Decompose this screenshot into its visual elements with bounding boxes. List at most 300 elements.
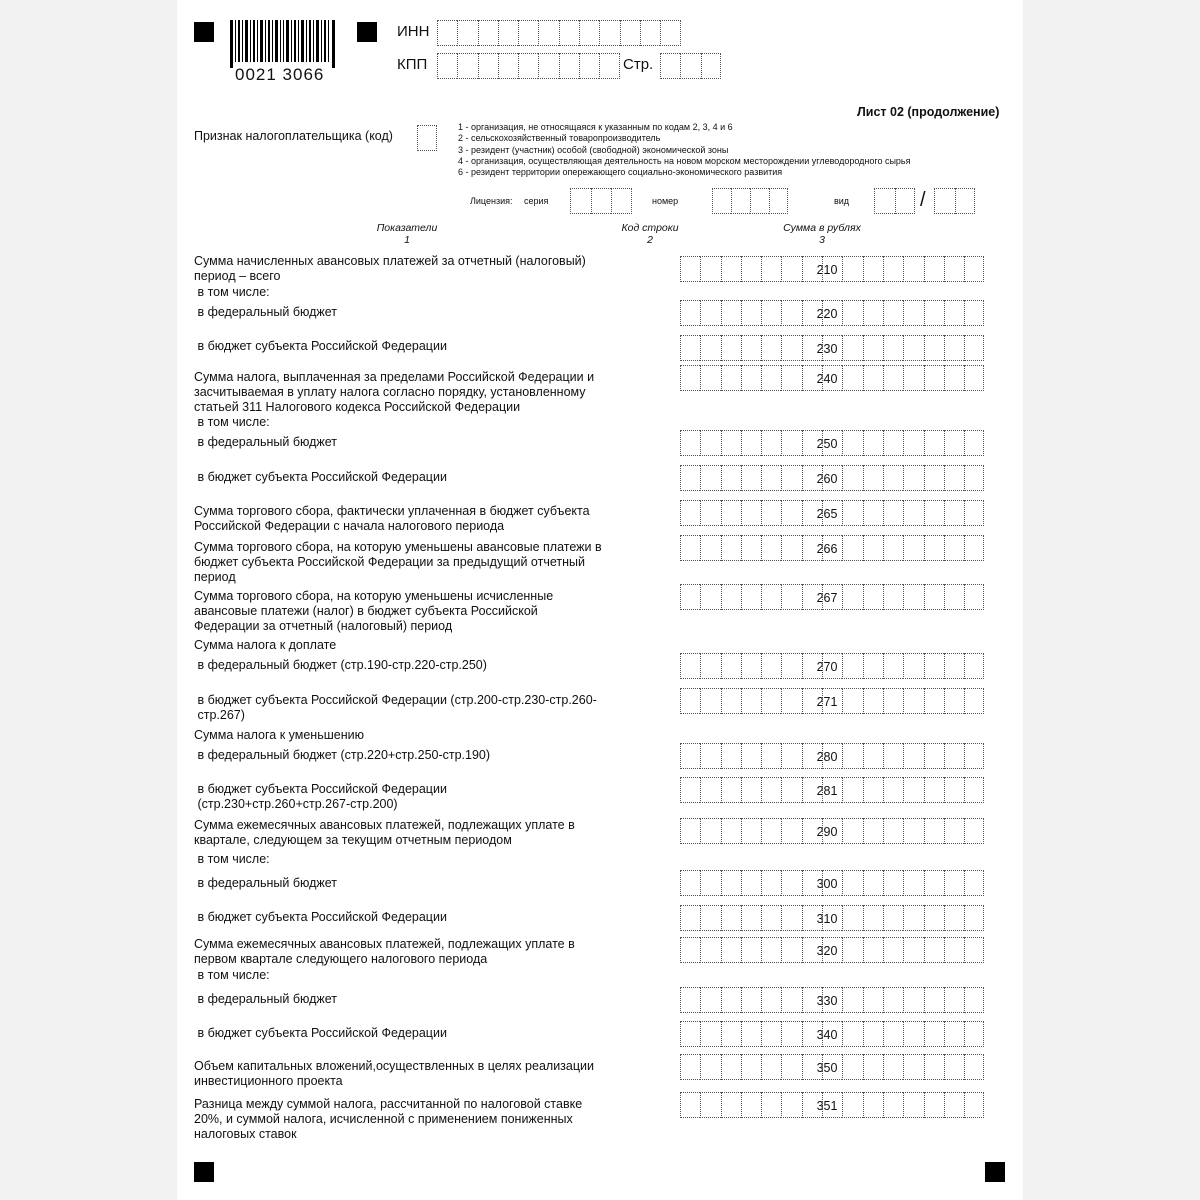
- input-cell[interactable]: [741, 987, 761, 1013]
- input-cell[interactable]: [741, 465, 761, 491]
- input-cell[interactable]: [924, 365, 944, 391]
- input-cell[interactable]: [863, 335, 883, 361]
- input-cell[interactable]: [721, 430, 741, 456]
- input-cell[interactable]: [822, 365, 842, 391]
- input-cell[interactable]: [903, 535, 923, 561]
- input-cell[interactable]: [842, 1021, 862, 1047]
- input-cell[interactable]: [903, 818, 923, 844]
- input-cell[interactable]: [863, 1054, 883, 1080]
- input-cell[interactable]: [761, 818, 781, 844]
- input-cell[interactable]: [700, 743, 720, 769]
- input-cell[interactable]: [700, 1092, 720, 1118]
- amount-field[interactable]: [680, 1021, 984, 1047]
- input-cell[interactable]: [680, 584, 700, 610]
- input-cell[interactable]: [842, 335, 862, 361]
- input-cell[interactable]: [883, 937, 903, 963]
- input-cell[interactable]: [944, 743, 964, 769]
- input-cell[interactable]: [761, 500, 781, 526]
- input-cell[interactable]: [842, 777, 862, 803]
- input-cell[interactable]: [924, 1021, 944, 1047]
- input-cell[interactable]: [944, 300, 964, 326]
- input-cell[interactable]: [883, 500, 903, 526]
- input-cell[interactable]: [895, 188, 916, 214]
- input-cell[interactable]: [680, 870, 700, 896]
- input-cell[interactable]: [964, 300, 984, 326]
- input-cell[interactable]: [741, 870, 761, 896]
- input-cell[interactable]: [863, 535, 883, 561]
- input-cell[interactable]: [781, 870, 801, 896]
- input-cell[interactable]: [964, 256, 984, 282]
- input-cell[interactable]: [721, 870, 741, 896]
- input-cell[interactable]: [559, 53, 579, 79]
- input-cell[interactable]: [822, 937, 842, 963]
- input-cell[interactable]: [924, 430, 944, 456]
- input-cell[interactable]: [924, 743, 944, 769]
- input-cell[interactable]: [457, 20, 477, 46]
- input-cell[interactable]: [761, 1021, 781, 1047]
- input-cell[interactable]: [903, 653, 923, 679]
- input-cell[interactable]: [741, 256, 761, 282]
- input-cell[interactable]: [721, 937, 741, 963]
- input-cell[interactable]: [924, 465, 944, 491]
- input-cell[interactable]: [883, 870, 903, 896]
- input-cell[interactable]: [761, 688, 781, 714]
- input-cell[interactable]: [680, 500, 700, 526]
- input-cell[interactable]: [417, 125, 437, 151]
- input-cell[interactable]: [883, 584, 903, 610]
- input-cell[interactable]: [802, 500, 822, 526]
- amount-field[interactable]: [680, 987, 984, 1013]
- input-cell[interactable]: [822, 688, 842, 714]
- input-cell[interactable]: [863, 430, 883, 456]
- input-cell[interactable]: [883, 818, 903, 844]
- input-cell[interactable]: [903, 1021, 923, 1047]
- input-cell[interactable]: [599, 53, 619, 79]
- input-cell[interactable]: [842, 905, 862, 931]
- amount-field[interactable]: [680, 937, 984, 963]
- input-cell[interactable]: [964, 335, 984, 361]
- input-cell[interactable]: [944, 1054, 964, 1080]
- input-cell[interactable]: [863, 365, 883, 391]
- input-cell[interactable]: [822, 335, 842, 361]
- input-cell[interactable]: [842, 535, 862, 561]
- input-cell[interactable]: [700, 500, 720, 526]
- input-cell[interactable]: [781, 256, 801, 282]
- input-cell[interactable]: [964, 1021, 984, 1047]
- input-cell[interactable]: [700, 1054, 720, 1080]
- input-cell[interactable]: [761, 335, 781, 361]
- input-cell[interactable]: [883, 430, 903, 456]
- input-cell[interactable]: [944, 653, 964, 679]
- input-cell[interactable]: [700, 1021, 720, 1047]
- input-cell[interactable]: [620, 20, 640, 46]
- amount-field[interactable]: [680, 365, 984, 391]
- amount-field[interactable]: [680, 653, 984, 679]
- input-cell[interactable]: [924, 905, 944, 931]
- input-cell[interactable]: [660, 20, 680, 46]
- input-cell[interactable]: [721, 300, 741, 326]
- input-cell[interactable]: [761, 584, 781, 610]
- input-cell[interactable]: [822, 465, 842, 491]
- input-cell[interactable]: [761, 743, 781, 769]
- amount-field[interactable]: [680, 335, 984, 361]
- input-cell[interactable]: [924, 535, 944, 561]
- input-cell[interactable]: [863, 818, 883, 844]
- input-cell[interactable]: [741, 777, 761, 803]
- input-cell[interactable]: [781, 500, 801, 526]
- input-cell[interactable]: [944, 777, 964, 803]
- amount-field[interactable]: [680, 743, 984, 769]
- input-cell[interactable]: [802, 465, 822, 491]
- input-cell[interactable]: [761, 1092, 781, 1118]
- input-cell[interactable]: [964, 535, 984, 561]
- input-cell[interactable]: [903, 743, 923, 769]
- input-cell[interactable]: [680, 1092, 700, 1118]
- input-cell[interactable]: [781, 1021, 801, 1047]
- input-cell[interactable]: [721, 535, 741, 561]
- input-cell[interactable]: [802, 987, 822, 1013]
- input-cell[interactable]: [883, 743, 903, 769]
- input-cell[interactable]: [721, 987, 741, 1013]
- input-cell[interactable]: [680, 937, 700, 963]
- input-cell[interactable]: [842, 365, 862, 391]
- input-cell[interactable]: [903, 937, 923, 963]
- taxpayer-sign-field[interactable]: [417, 125, 437, 151]
- input-cell[interactable]: [518, 53, 538, 79]
- input-cell[interactable]: [700, 365, 720, 391]
- input-cell[interactable]: [680, 335, 700, 361]
- input-cell[interactable]: [741, 818, 761, 844]
- input-cell[interactable]: [944, 1021, 964, 1047]
- input-cell[interactable]: [700, 430, 720, 456]
- input-cell[interactable]: [924, 688, 944, 714]
- input-cell[interactable]: [924, 335, 944, 361]
- input-cell[interactable]: [721, 653, 741, 679]
- amount-field[interactable]: [680, 818, 984, 844]
- input-cell[interactable]: [903, 300, 923, 326]
- input-cell[interactable]: [842, 870, 862, 896]
- input-cell[interactable]: [822, 818, 842, 844]
- input-cell[interactable]: [903, 1054, 923, 1080]
- input-cell[interactable]: [964, 500, 984, 526]
- input-cell[interactable]: [680, 818, 700, 844]
- input-cell[interactable]: [741, 937, 761, 963]
- input-cell[interactable]: [680, 777, 700, 803]
- input-cell[interactable]: [721, 584, 741, 610]
- input-cell[interactable]: [781, 365, 801, 391]
- input-cell[interactable]: [802, 653, 822, 679]
- input-cell[interactable]: [883, 365, 903, 391]
- input-cell[interactable]: [559, 20, 579, 46]
- input-cell[interactable]: [822, 1092, 842, 1118]
- input-cell[interactable]: [721, 688, 741, 714]
- input-cell[interactable]: [700, 535, 720, 561]
- input-cell[interactable]: [741, 500, 761, 526]
- input-cell[interactable]: [538, 20, 558, 46]
- input-cell[interactable]: [964, 743, 984, 769]
- input-cell[interactable]: [842, 500, 862, 526]
- input-cell[interactable]: [700, 777, 720, 803]
- input-cell[interactable]: [700, 256, 720, 282]
- input-cell[interactable]: [781, 300, 801, 326]
- input-cell[interactable]: [712, 188, 731, 214]
- input-cell[interactable]: [944, 430, 964, 456]
- input-cell[interactable]: [924, 1054, 944, 1080]
- input-cell[interactable]: [903, 256, 923, 282]
- input-cell[interactable]: [964, 430, 984, 456]
- input-cell[interactable]: [883, 256, 903, 282]
- inn-field[interactable]: [437, 20, 681, 46]
- amount-field[interactable]: [680, 1054, 984, 1080]
- input-cell[interactable]: [741, 365, 761, 391]
- input-cell[interactable]: [741, 430, 761, 456]
- input-cell[interactable]: [863, 500, 883, 526]
- input-cell[interactable]: [964, 1092, 984, 1118]
- input-cell[interactable]: [781, 430, 801, 456]
- input-cell[interactable]: [599, 20, 619, 46]
- input-cell[interactable]: [680, 365, 700, 391]
- input-cell[interactable]: [781, 1092, 801, 1118]
- input-cell[interactable]: [964, 653, 984, 679]
- input-cell[interactable]: [802, 1054, 822, 1080]
- input-cell[interactable]: [883, 1054, 903, 1080]
- input-cell[interactable]: [863, 1092, 883, 1118]
- input-cell[interactable]: [924, 653, 944, 679]
- input-cell[interactable]: [944, 365, 964, 391]
- input-cell[interactable]: [802, 1021, 822, 1047]
- input-cell[interactable]: [437, 20, 457, 46]
- input-cell[interactable]: [903, 688, 923, 714]
- amount-field[interactable]: [680, 905, 984, 931]
- input-cell[interactable]: [802, 688, 822, 714]
- input-cell[interactable]: [591, 188, 612, 214]
- input-cell[interactable]: [863, 905, 883, 931]
- input-cell[interactable]: [863, 743, 883, 769]
- input-cell[interactable]: [944, 937, 964, 963]
- input-cell[interactable]: [903, 500, 923, 526]
- input-cell[interactable]: [883, 300, 903, 326]
- input-cell[interactable]: [964, 1054, 984, 1080]
- input-cell[interactable]: [924, 818, 944, 844]
- input-cell[interactable]: [680, 256, 700, 282]
- input-cell[interactable]: [822, 743, 842, 769]
- input-cell[interactable]: [883, 535, 903, 561]
- input-cell[interactable]: [721, 1092, 741, 1118]
- input-cell[interactable]: [802, 818, 822, 844]
- input-cell[interactable]: [802, 535, 822, 561]
- input-cell[interactable]: [903, 777, 923, 803]
- input-cell[interactable]: [883, 987, 903, 1013]
- input-cell[interactable]: [802, 300, 822, 326]
- license-type-field-2[interactable]: [934, 188, 975, 214]
- input-cell[interactable]: [822, 256, 842, 282]
- input-cell[interactable]: [721, 1021, 741, 1047]
- input-cell[interactable]: [883, 465, 903, 491]
- input-cell[interactable]: [822, 1054, 842, 1080]
- amount-field[interactable]: [680, 535, 984, 561]
- input-cell[interactable]: [944, 500, 964, 526]
- input-cell[interactable]: [781, 653, 801, 679]
- amount-field[interactable]: [680, 430, 984, 456]
- input-cell[interactable]: [964, 465, 984, 491]
- input-cell[interactable]: [842, 584, 862, 610]
- input-cell[interactable]: [741, 1021, 761, 1047]
- input-cell[interactable]: [538, 53, 558, 79]
- input-cell[interactable]: [781, 818, 801, 844]
- input-cell[interactable]: [802, 905, 822, 931]
- input-cell[interactable]: [944, 818, 964, 844]
- input-cell[interactable]: [964, 584, 984, 610]
- input-cell[interactable]: [781, 743, 801, 769]
- input-cell[interactable]: [964, 987, 984, 1013]
- input-cell[interactable]: [700, 300, 720, 326]
- input-cell[interactable]: [700, 818, 720, 844]
- input-cell[interactable]: [721, 500, 741, 526]
- kpp-field[interactable]: [437, 53, 620, 79]
- input-cell[interactable]: [761, 937, 781, 963]
- input-cell[interactable]: [802, 365, 822, 391]
- input-cell[interactable]: [680, 653, 700, 679]
- input-cell[interactable]: [802, 937, 822, 963]
- input-cell[interactable]: [883, 653, 903, 679]
- input-cell[interactable]: [579, 20, 599, 46]
- input-cell[interactable]: [761, 430, 781, 456]
- input-cell[interactable]: [781, 905, 801, 931]
- input-cell[interactable]: [883, 335, 903, 361]
- input-cell[interactable]: [781, 937, 801, 963]
- input-cell[interactable]: [944, 256, 964, 282]
- input-cell[interactable]: [842, 1092, 862, 1118]
- input-cell[interactable]: [964, 777, 984, 803]
- input-cell[interactable]: [761, 905, 781, 931]
- input-cell[interactable]: [863, 465, 883, 491]
- input-cell[interactable]: [802, 335, 822, 361]
- input-cell[interactable]: [883, 1092, 903, 1118]
- input-cell[interactable]: [924, 1092, 944, 1118]
- input-cell[interactable]: [822, 870, 842, 896]
- input-cell[interactable]: [944, 335, 964, 361]
- input-cell[interactable]: [457, 53, 477, 79]
- input-cell[interactable]: [781, 535, 801, 561]
- input-cell[interactable]: [700, 870, 720, 896]
- input-cell[interactable]: [863, 584, 883, 610]
- input-cell[interactable]: [903, 1092, 923, 1118]
- input-cell[interactable]: [883, 688, 903, 714]
- input-cell[interactable]: [924, 777, 944, 803]
- amount-field[interactable]: [680, 256, 984, 282]
- input-cell[interactable]: [761, 1054, 781, 1080]
- license-number-field[interactable]: [712, 188, 788, 214]
- input-cell[interactable]: [741, 905, 761, 931]
- input-cell[interactable]: [924, 300, 944, 326]
- input-cell[interactable]: [570, 188, 591, 214]
- input-cell[interactable]: [761, 256, 781, 282]
- input-cell[interactable]: [964, 818, 984, 844]
- input-cell[interactable]: [700, 905, 720, 931]
- input-cell[interactable]: [924, 987, 944, 1013]
- input-cell[interactable]: [680, 688, 700, 714]
- input-cell[interactable]: [934, 188, 955, 214]
- input-cell[interactable]: [700, 653, 720, 679]
- input-cell[interactable]: [680, 53, 700, 79]
- input-cell[interactable]: [518, 20, 538, 46]
- input-cell[interactable]: [741, 688, 761, 714]
- license-type-field-1[interactable]: [874, 188, 915, 214]
- input-cell[interactable]: [842, 653, 862, 679]
- input-cell[interactable]: [660, 53, 680, 79]
- input-cell[interactable]: [721, 818, 741, 844]
- input-cell[interactable]: [924, 256, 944, 282]
- input-cell[interactable]: [700, 584, 720, 610]
- input-cell[interactable]: [842, 818, 862, 844]
- input-cell[interactable]: [842, 937, 862, 963]
- input-cell[interactable]: [822, 905, 842, 931]
- input-cell[interactable]: [822, 987, 842, 1013]
- input-cell[interactable]: [700, 688, 720, 714]
- input-cell[interactable]: [822, 584, 842, 610]
- input-cell[interactable]: [750, 188, 769, 214]
- input-cell[interactable]: [842, 256, 862, 282]
- input-cell[interactable]: [680, 1054, 700, 1080]
- input-cell[interactable]: [802, 870, 822, 896]
- input-cell[interactable]: [680, 743, 700, 769]
- input-cell[interactable]: [822, 535, 842, 561]
- input-cell[interactable]: [769, 188, 788, 214]
- input-cell[interactable]: [478, 53, 498, 79]
- input-cell[interactable]: [721, 777, 741, 803]
- input-cell[interactable]: [863, 937, 883, 963]
- input-cell[interactable]: [903, 987, 923, 1013]
- input-cell[interactable]: [781, 584, 801, 610]
- input-cell[interactable]: [579, 53, 599, 79]
- input-cell[interactable]: [822, 500, 842, 526]
- input-cell[interactable]: [761, 870, 781, 896]
- input-cell[interactable]: [731, 188, 750, 214]
- input-cell[interactable]: [741, 335, 761, 361]
- input-cell[interactable]: [761, 365, 781, 391]
- input-cell[interactable]: [863, 300, 883, 326]
- input-cell[interactable]: [944, 905, 964, 931]
- input-cell[interactable]: [781, 688, 801, 714]
- input-cell[interactable]: [822, 300, 842, 326]
- input-cell[interactable]: [721, 365, 741, 391]
- input-cell[interactable]: [437, 53, 457, 79]
- amount-field[interactable]: [680, 300, 984, 326]
- input-cell[interactable]: [761, 300, 781, 326]
- input-cell[interactable]: [761, 653, 781, 679]
- input-cell[interactable]: [924, 937, 944, 963]
- input-cell[interactable]: [863, 777, 883, 803]
- input-cell[interactable]: [498, 20, 518, 46]
- page-number-field[interactable]: [660, 53, 721, 79]
- input-cell[interactable]: [781, 777, 801, 803]
- input-cell[interactable]: [680, 430, 700, 456]
- amount-field[interactable]: [680, 584, 984, 610]
- input-cell[interactable]: [741, 584, 761, 610]
- input-cell[interactable]: [863, 653, 883, 679]
- input-cell[interactable]: [822, 430, 842, 456]
- input-cell[interactable]: [863, 688, 883, 714]
- input-cell[interactable]: [903, 584, 923, 610]
- input-cell[interactable]: [964, 905, 984, 931]
- input-cell[interactable]: [883, 777, 903, 803]
- input-cell[interactable]: [721, 465, 741, 491]
- input-cell[interactable]: [822, 653, 842, 679]
- input-cell[interactable]: [955, 188, 976, 214]
- input-cell[interactable]: [680, 535, 700, 561]
- input-cell[interactable]: [903, 365, 923, 391]
- input-cell[interactable]: [700, 987, 720, 1013]
